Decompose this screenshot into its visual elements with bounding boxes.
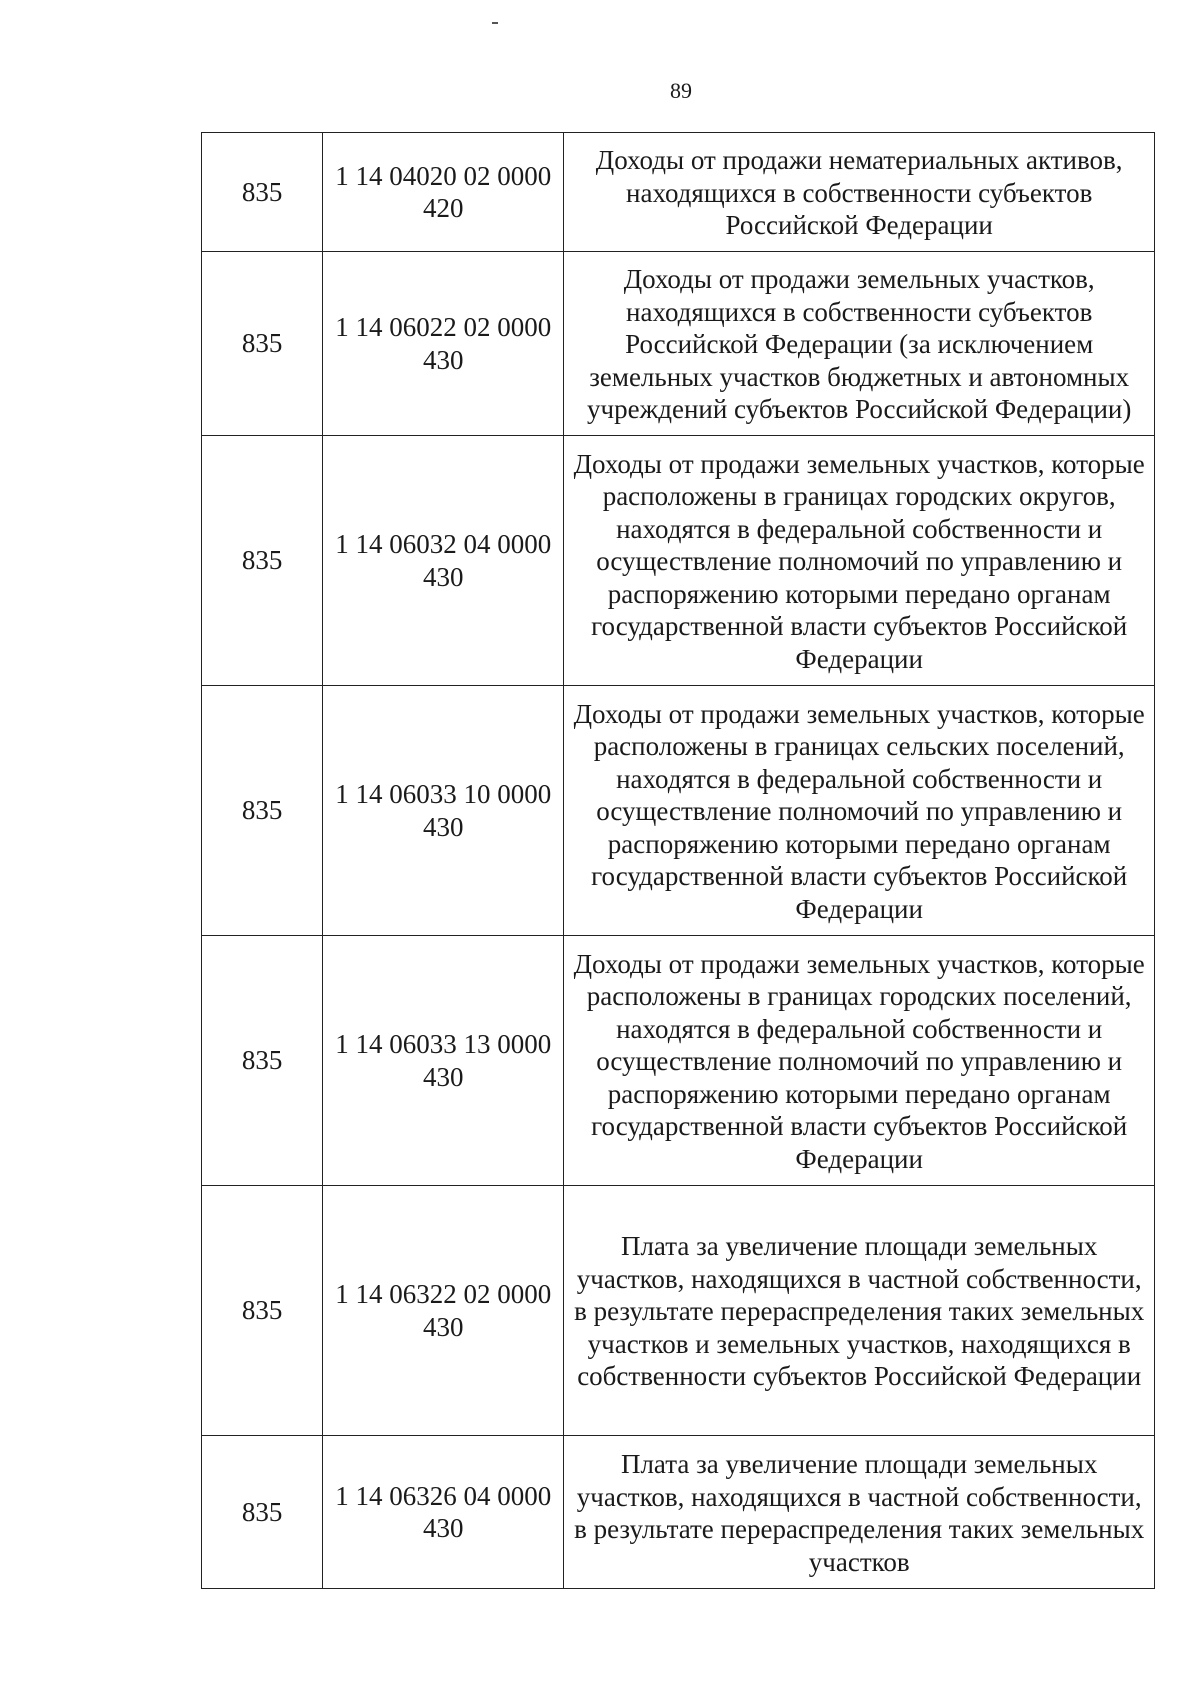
table-row: [202, 936, 1155, 1186]
table-row: [202, 133, 1155, 252]
kbk-code-cell: [323, 133, 564, 252]
kbk-code-suffix: 420: [423, 193, 464, 223]
kbk-code-main: 1 14 06326 04 0000: [335, 1480, 552, 1511]
admin-code-cell: 835: [202, 133, 323, 252]
revenue-name-cell: [564, 436, 1155, 686]
admin-code-cell: 835: [202, 1436, 323, 1589]
revenue-name-cell: [564, 133, 1155, 252]
table-row: [202, 252, 1155, 436]
kbk-code-cell: [323, 936, 564, 1186]
kbk-code-suffix: 430: [423, 1061, 464, 1092]
kbk-code-main: 1 14 06033 13 0000: [335, 1029, 552, 1059]
kbk-code-suffix: 430: [423, 811, 464, 842]
revenue-name: Плата за увеличение площади земельных участков, находящихся в частной собственности, в результате перераспределения таких земельных участков и земельных участков, находящихся в собственности субъектов Российской Федерации: [574, 1231, 1145, 1392]
revenue-name-cell: [564, 686, 1155, 936]
kbk-code-cell: [323, 436, 564, 686]
revenue-name: Доходы от продажи земельных участков, которые расположены в границах городских поселений, находятся в федеральной собственности и осуществление полномочий по управлению и распоряжению которыми передано органам государственной власти субъектов Российской Федерации: [573, 948, 1145, 1174]
table-row: [202, 1436, 1155, 1589]
revenue-name: Доходы от продажи земельных участков, находящихся в собственности субъектов Российской Федерации (за исключением земельных участков бюджетных и автономных учреждений субъектов Российской Федерации): [587, 264, 1132, 425]
kbk-code-cell: [323, 1436, 564, 1589]
revenue-name: Доходы от продажи земельных участков, которые расположены в границах сельских поселений, находятся в федеральной собственности и осуществление полномочий по управлению и распоряжению которыми передано органам государственной власти субъектов Российской Федерации: [573, 698, 1145, 924]
page-number: 89: [670, 78, 692, 103]
revenue-name: Плата за увеличение площади земельных участков, находящихся в частной собственности, в результате перераспределения таких земельных участков: [574, 1449, 1145, 1577]
kbk-code-main: 1 14 06032 04 0000: [335, 529, 552, 559]
admin-code-cell: 835: [202, 436, 323, 686]
table-row: [202, 436, 1155, 686]
kbk-code-suffix: 430: [423, 1311, 464, 1342]
scan-artifact: [492, 22, 498, 24]
kbk-code-cell: [323, 252, 564, 436]
kbk-code-suffix: 430: [423, 344, 464, 375]
kbk-code-main: 1 14 06033 10 0000: [335, 779, 552, 809]
revenue-name-cell: [564, 1436, 1155, 1589]
kbk-code-suffix: 430: [423, 561, 464, 592]
kbk-code-cell: [323, 1186, 564, 1436]
table-row: [202, 1186, 1155, 1436]
revenue-name-cell: [564, 1186, 1155, 1436]
admin-code-cell: 835: [202, 686, 323, 936]
admin-code-cell: 835: [202, 936, 323, 1186]
admin-code-cell: 835: [202, 252, 323, 436]
kbk-code-suffix: 430: [423, 1513, 464, 1543]
kbk-code-main: 1 14 04020 02 0000: [335, 160, 552, 191]
admin-code-cell: 835: [202, 1186, 323, 1436]
revenue-codes-table: [201, 132, 1155, 1589]
revenue-name: Доходы от продажи земельных участков, которые расположены в границах городских округов, находятся в федеральной собственности и осуществление полномочий по управлению и распоряжению которыми передано органам государственной власти субъектов Российской Федерации: [573, 448, 1145, 674]
kbk-code-main: 1 14 06022 02 0000: [335, 312, 552, 342]
kbk-code-cell: [323, 686, 564, 936]
revenue-name: Доходы от продажи нематериальных активов, находящихся в собственности субъектов Российской Федерации: [595, 145, 1123, 241]
kbk-code-main: 1 14 06322 02 0000: [335, 1279, 552, 1309]
revenue-name-cell: [564, 936, 1155, 1186]
revenue-name-cell: [564, 252, 1155, 436]
table-row: [202, 686, 1155, 936]
